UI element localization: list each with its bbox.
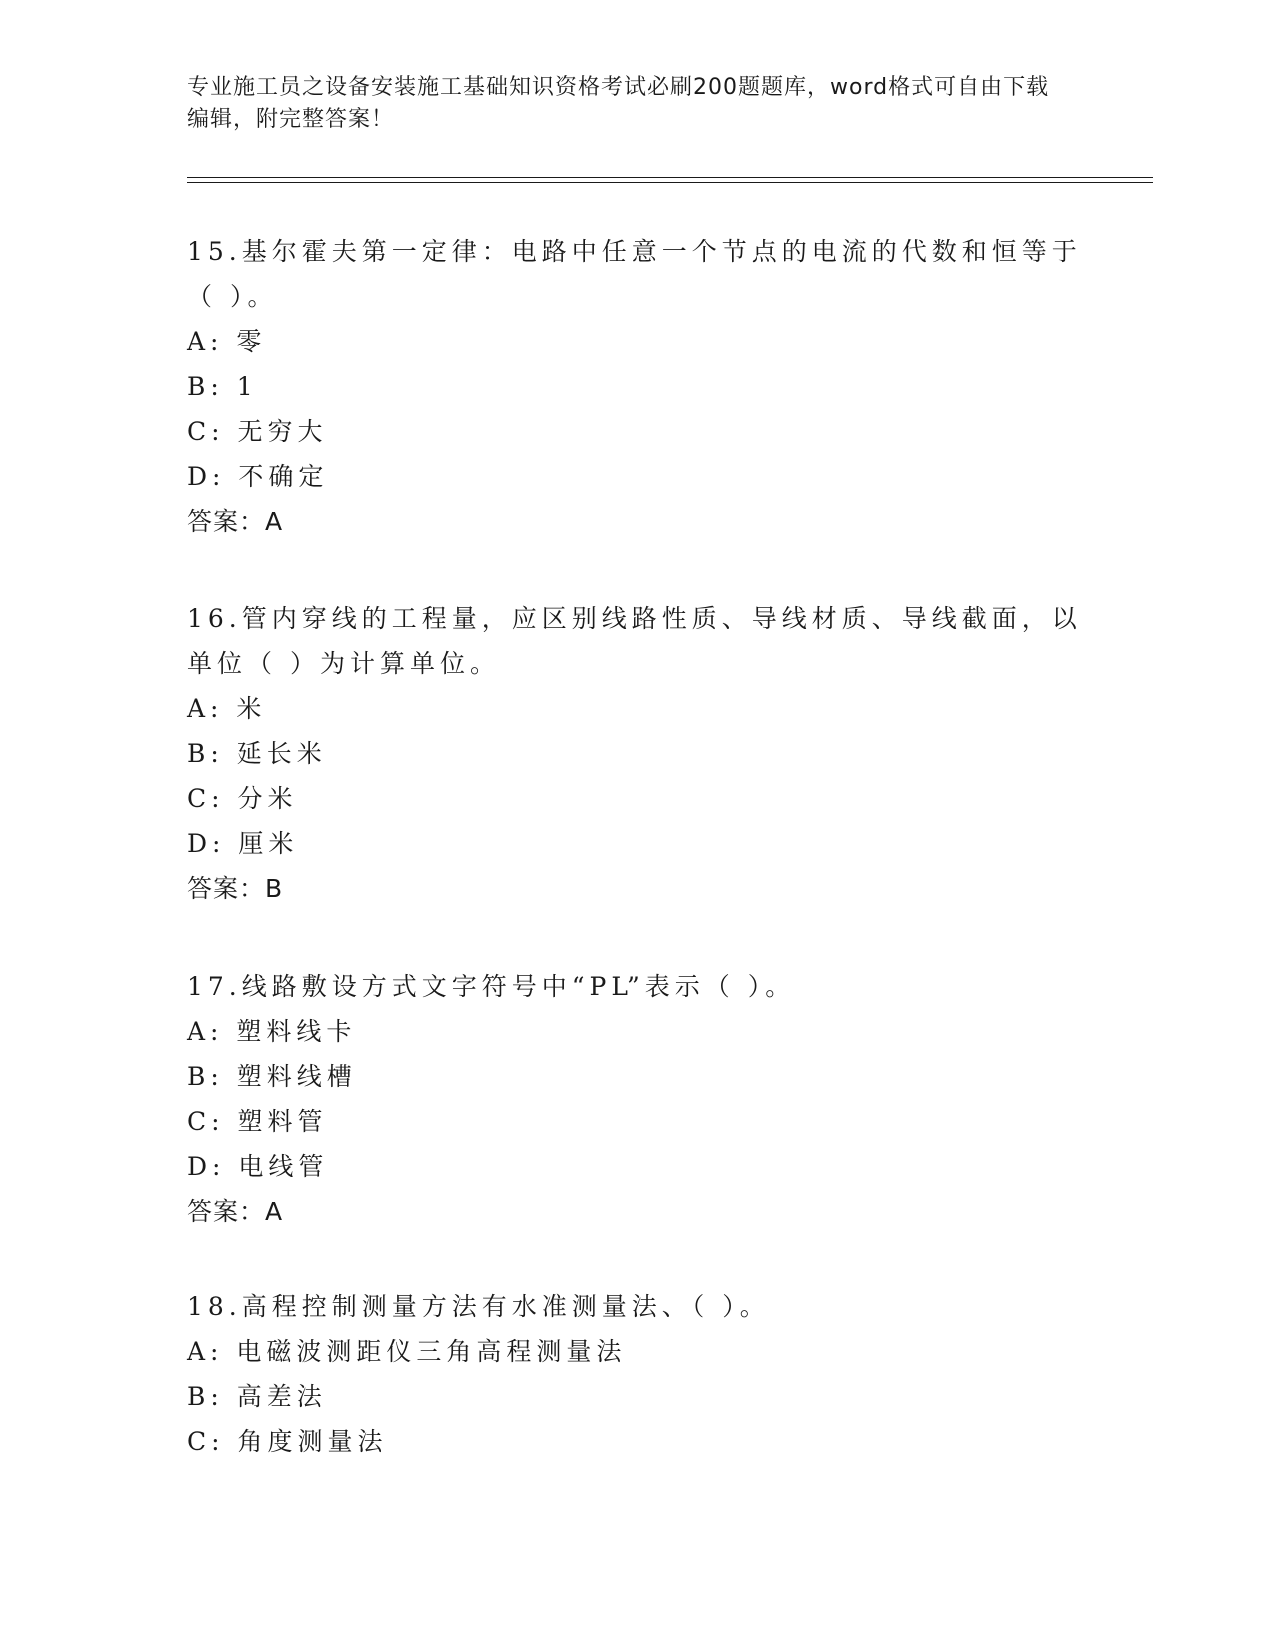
header-divider-bottom xyxy=(187,182,1153,183)
option-b: B: 塑料线槽 xyxy=(187,1062,357,1091)
option-d: D: 不确定 xyxy=(187,462,329,491)
question-stem: 15.基尔霍夫第一定律：电路中任意一个节点的电流的代数和恒等于（ ）。 xyxy=(187,237,1082,311)
question-18 xyxy=(187,1284,1087,1464)
question-stem: 17.线路敷设方式文字符号中“PL”表示（ ）。 xyxy=(187,972,796,1001)
option-b: B: 1 xyxy=(187,372,258,401)
option-a: A: 电磁波测距仪三角高程测量法 xyxy=(187,1337,627,1366)
option-c: C: 分米 xyxy=(187,784,298,813)
question-16 xyxy=(187,596,1087,911)
option-a: A: 塑料线卡 xyxy=(187,1017,357,1046)
option-b: B: 高差法 xyxy=(187,1382,327,1411)
question-stem: 16.管内穿线的工程量，应区别线路性质、导线材质、导线截面，以单位（ ）为计算单位。 xyxy=(187,604,1082,678)
question-17 xyxy=(187,964,1087,1234)
option-d: D: 电线管 xyxy=(187,1152,329,1181)
option-a: A: 零 xyxy=(187,327,267,356)
document-header: 专业施工员之设备安装施工基础知识资格考试必刷200题题库，word格式可自由下载编辑，附完整答案！ xyxy=(187,75,1050,132)
answer-line: 答案：B xyxy=(187,874,284,903)
option-b: B: 延长米 xyxy=(187,739,327,768)
option-d: D: 厘米 xyxy=(187,829,299,858)
option-c: C: 角度测量法 xyxy=(187,1427,388,1456)
question-stem: 18.高程控制测量方法有水准测量法、（ ）。 xyxy=(187,1292,770,1321)
answer-line: 答案：A xyxy=(187,507,284,536)
option-a: A: 米 xyxy=(187,694,267,723)
header-divider-top xyxy=(187,177,1153,178)
question-15 xyxy=(187,229,1087,544)
option-c: C: 塑料管 xyxy=(187,1107,328,1136)
option-c: C: 无穷大 xyxy=(187,417,328,446)
answer-line: 答案：A xyxy=(187,1197,284,1226)
